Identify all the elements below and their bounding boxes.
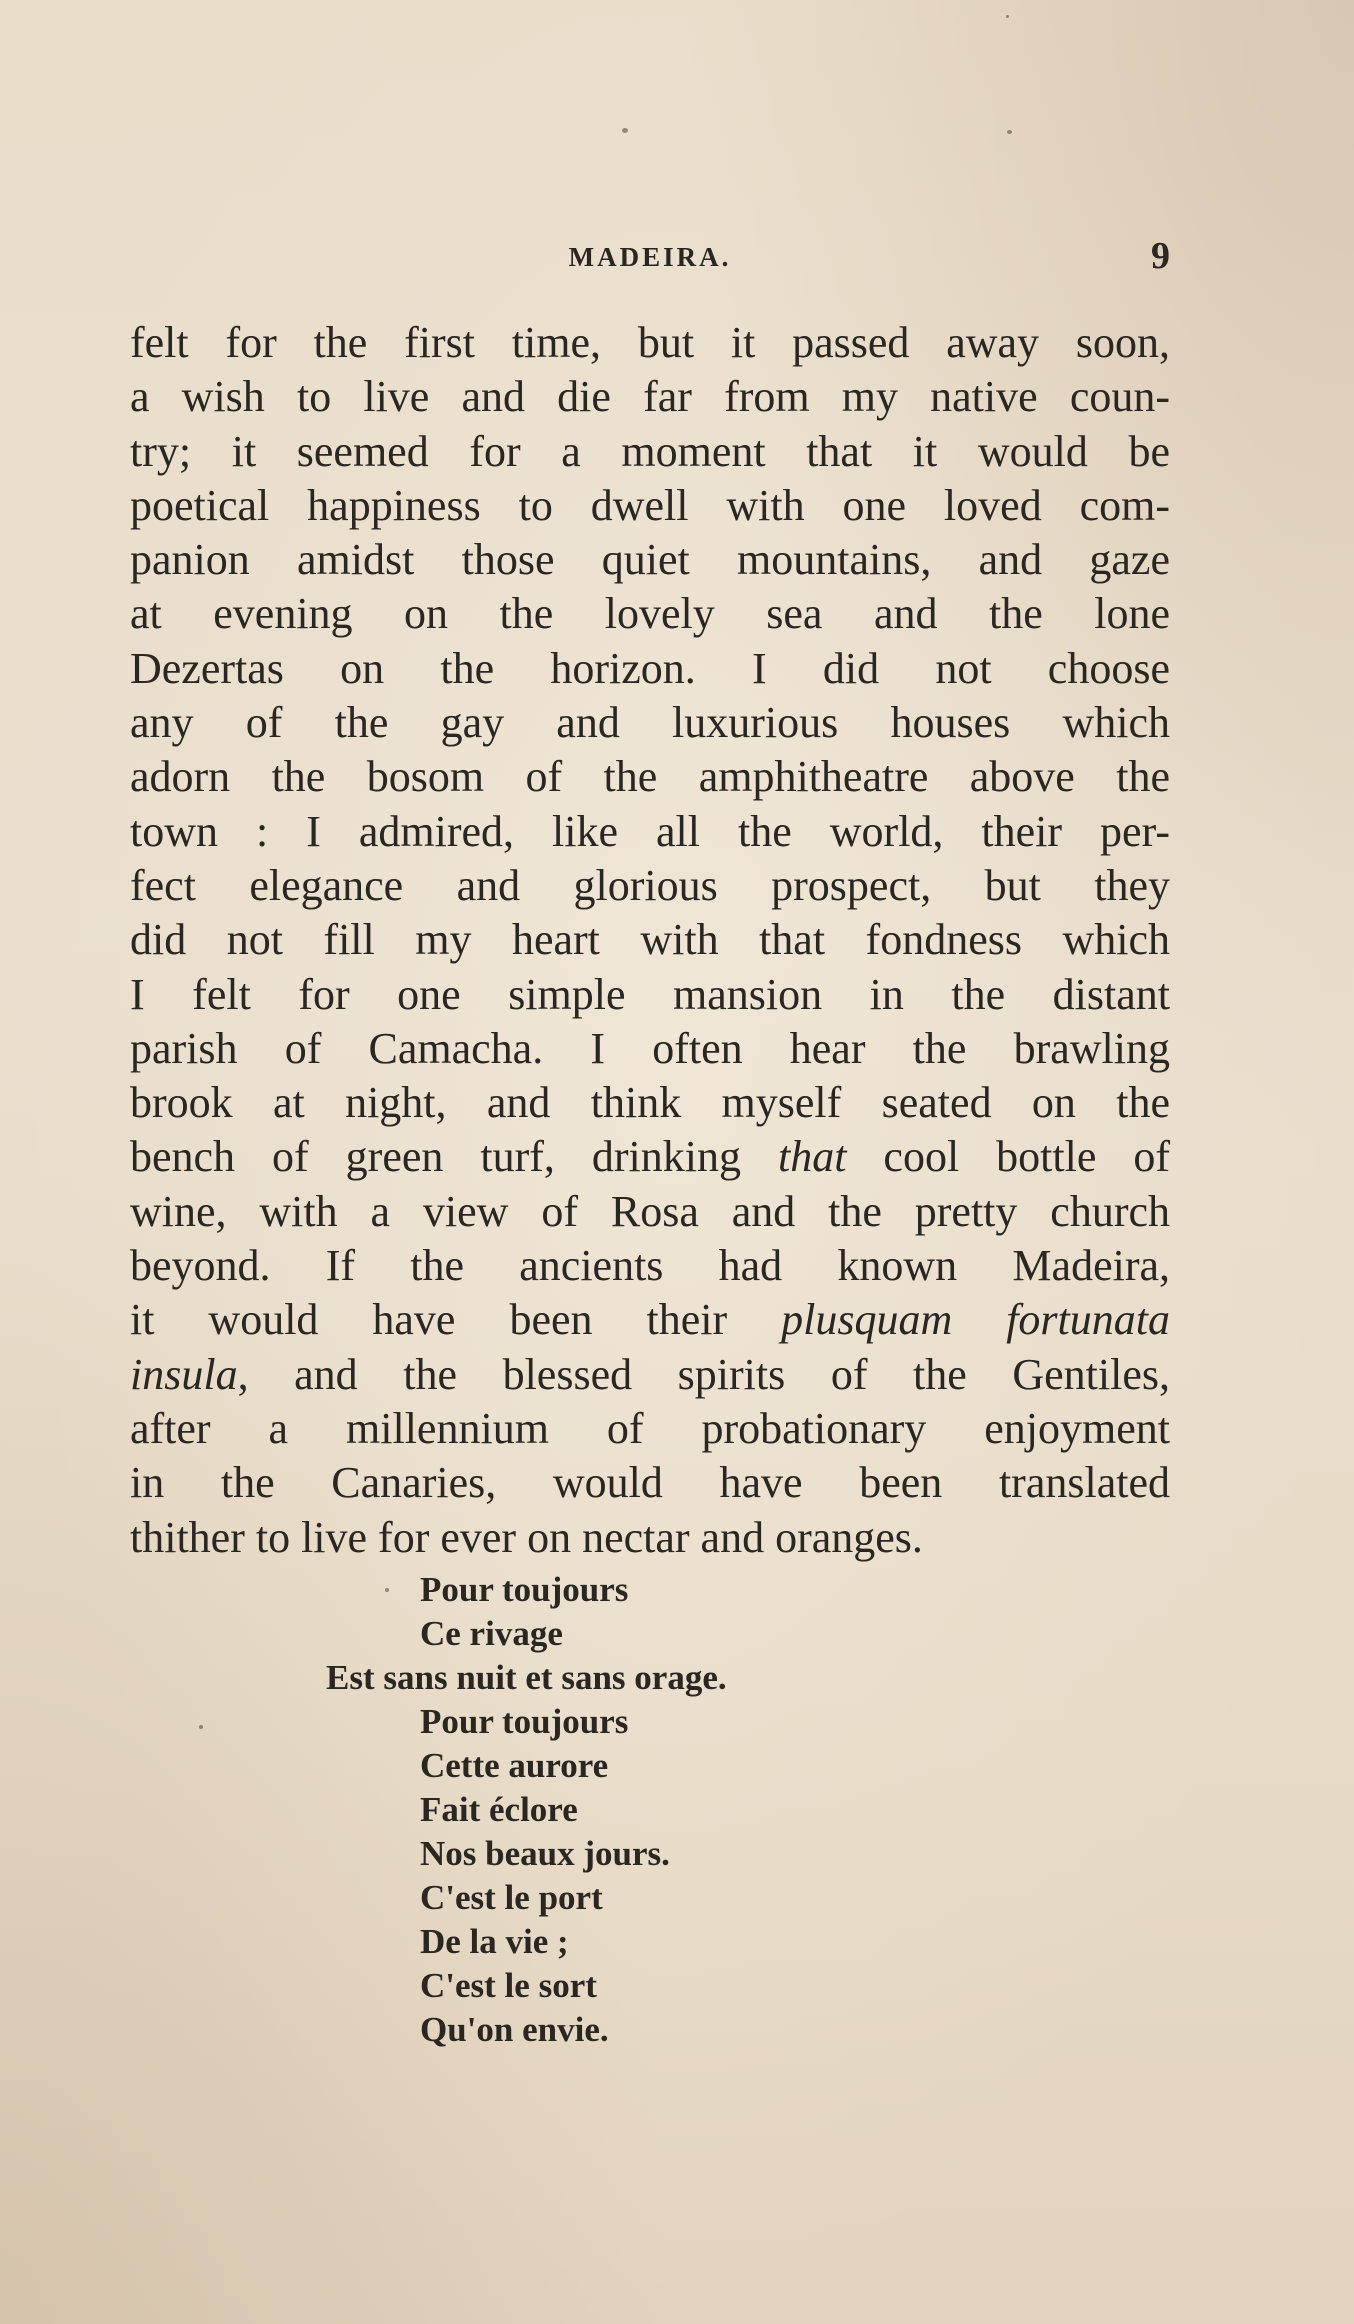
verse-line: Pour toujours: [420, 1570, 629, 1609]
text-line: brook at night, and think myself seated on the: [130, 1078, 1170, 1128]
running-title: MADEIRA.: [568, 242, 732, 272]
verse-line: Cette aurore: [420, 1746, 609, 1785]
verse-stanza: [130, 1568, 1170, 2052]
text-line: adorn the bosom of the amphitheatre above the: [130, 752, 1170, 802]
text-line: in the Canaries, would have been translated: [130, 1458, 1170, 1508]
text-line: Dezertas on the horizon. I did not choose: [130, 643, 1170, 693]
text-run: bench of green turf, drinking: [130, 1132, 778, 1182]
text-line: [130, 1293, 1170, 1347]
text-line: thither to live for ever on nectar and oranges.: [130, 1512, 923, 1562]
text-line: poetical happiness to dwell with one loved com-: [130, 480, 1170, 530]
verse-line: Est sans nuit et sans orage.: [326, 1658, 727, 1697]
italic-run: that: [777, 1132, 847, 1182]
page-header: [130, 235, 1170, 282]
text-line: [130, 1348, 1170, 1402]
text-run: cool bottle of: [846, 1132, 1170, 1182]
verse-line: Pour toujours: [420, 1702, 629, 1741]
text-line: at evening on the lovely sea and the lone: [130, 589, 1170, 639]
text-line: a wish to live and die far from my native coun-: [130, 372, 1170, 422]
text-line: any of the gay and luxurious houses which: [130, 698, 1170, 748]
text-line: [130, 1130, 1170, 1184]
text-run: it would have been their: [130, 1295, 782, 1345]
italic-run: insula: [130, 1349, 238, 1399]
ink-speck: [622, 128, 628, 133]
text-line: after a millennium of probationary enjoyment: [130, 1403, 1170, 1453]
text-line: felt for the first time, but it passed away soon,: [130, 318, 1170, 367]
text-line: parish of Camacha. I often hear the brawling: [130, 1023, 1170, 1073]
verse-line: Fait éclore: [420, 1790, 578, 1829]
text-line: try; it seemed for a moment that it would be: [130, 426, 1170, 476]
text-line: I felt for one simple mansion in the distant: [130, 969, 1170, 1019]
text-line: fect elegance and glorious prospect, but they: [130, 860, 1170, 910]
verse-line: Qu'on envie.: [420, 2010, 609, 2049]
verse-line: De la vie ;: [420, 1922, 569, 1961]
text-run: , and the blessed spirits of the Gentiles,: [237, 1349, 1170, 1399]
page-number: 9: [1151, 235, 1170, 277]
ink-speck: [1007, 130, 1012, 134]
verse-line: C'est le port: [420, 1878, 603, 1917]
text-line: wine, with a view of Rosa and the pretty church: [130, 1186, 1170, 1236]
text-line: town : I admired, like all the world, their per-: [130, 806, 1170, 856]
verse-line: C'est le sort: [420, 1966, 597, 2005]
text-line: panion amidst those quiet mountains, and gaze: [130, 535, 1170, 585]
text-line: beyond. If the ancients had known Madeira,: [130, 1241, 1170, 1291]
italic-run: plusquam fortunata: [781, 1295, 1170, 1345]
verse-line: Nos beaux jours.: [420, 1834, 670, 1873]
verse-line: Ce rivage: [420, 1614, 563, 1653]
text-line: did not fill my heart with that fondness which: [130, 915, 1170, 965]
ink-speck: [1006, 15, 1009, 18]
body-paragraph: [130, 316, 1170, 1565]
